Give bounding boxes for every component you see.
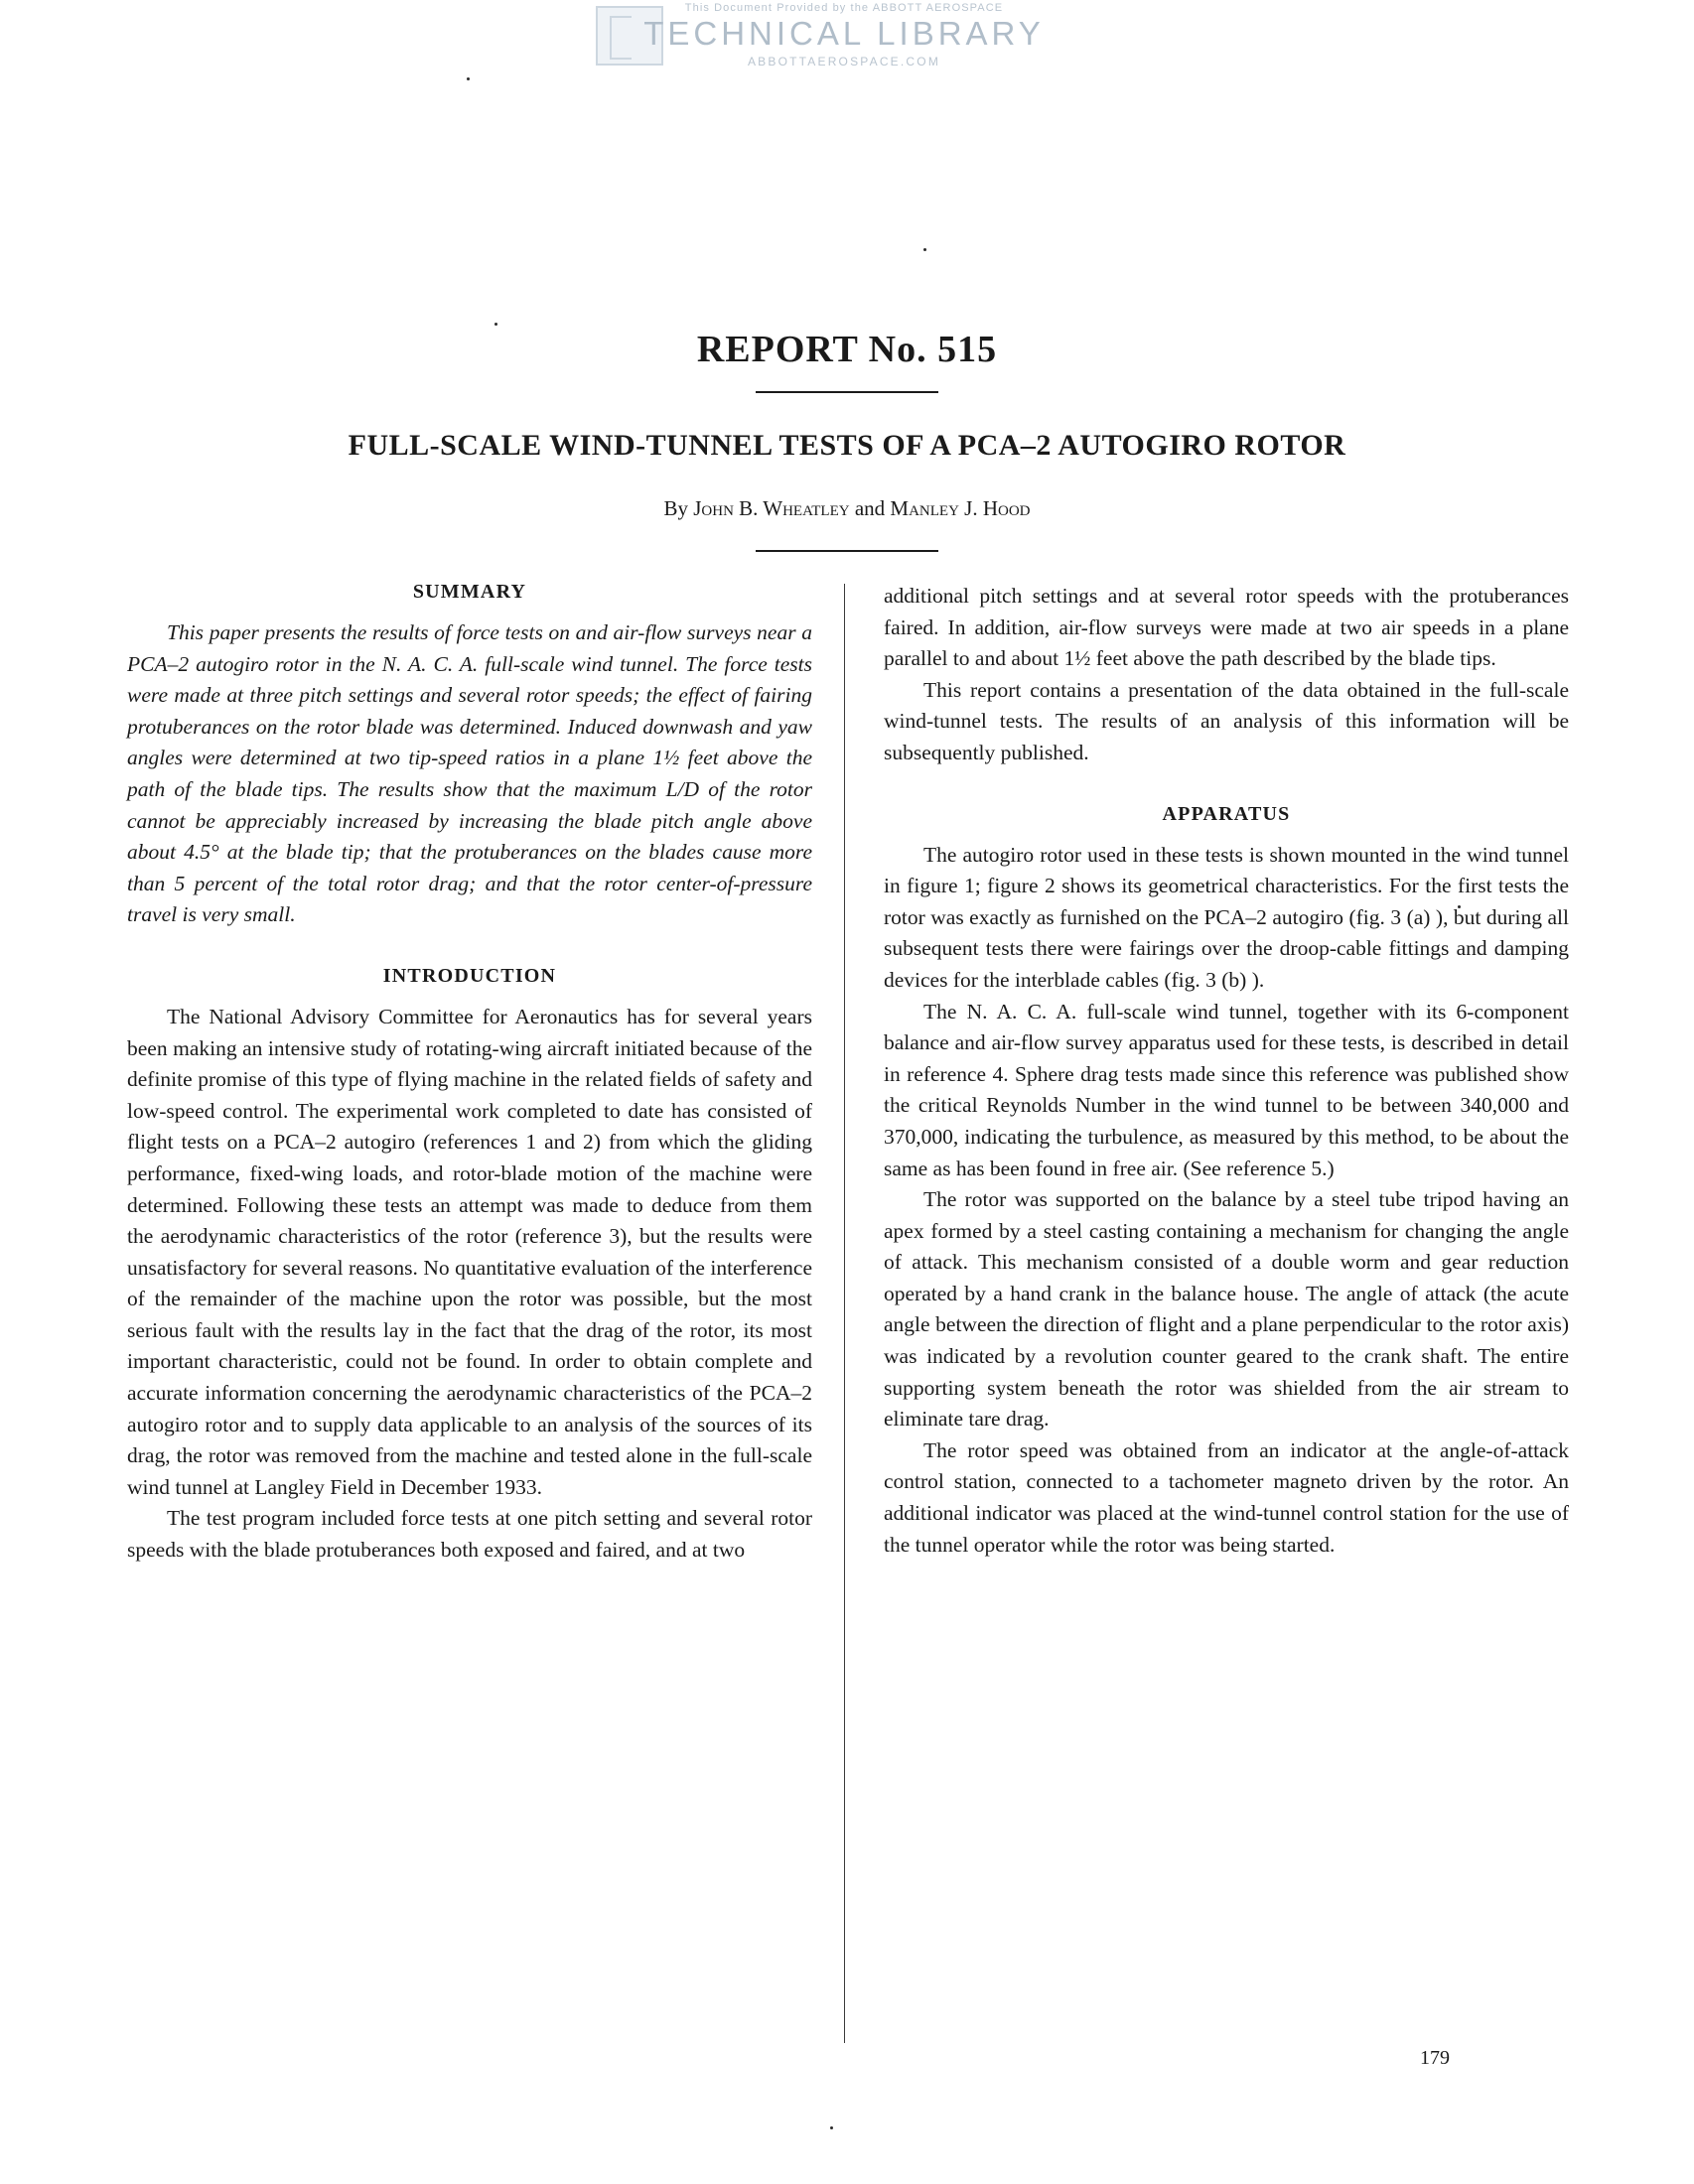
introduction-heading: INTRODUCTION (382, 964, 557, 987)
right-column (884, 581, 1569, 2045)
print-speck (830, 2126, 833, 2129)
byline-prefix: By (663, 496, 694, 520)
print-speck (923, 248, 926, 251)
summary-paragraph: This paper presents the results of force tests on and air-flow surveys near a PCA–2 autogiro rotor in the N. A. C. A. full-scale wind tunnel. The force tests were made at three pitch settings and several rotor speeds; the effect of fairing protuberances on the rotor blade was determined. Induced downwash and yaw angles were determined at two tip-speed ratios in a plane 1½ feet above the path of the blade tips. The results show that the maximum L/D of the rotor cannot be appreciably increased by increasing the blade pitch angle above about 4.5° at the blade tip; that the protuberances on the blades cause more than 5 percent of the total rotor drag; and that the rotor center-of-pressure travel is very small. (127, 620, 812, 927)
author-name-2: Manley J. Hood (890, 496, 1031, 520)
byline (0, 496, 1694, 521)
intro-paragraph-1: The National Advisory Committee for Aeronautics has for several years been making an intensive study of rotating-wing aircraft initiated because of the definite promise of this type of flying machine in the related fields of safety and low-speed control. The experimental work completed to date has consisted of flight tests on a PCA–2 autogiro (references 1 and 2) from which the gliding performance, fixed-wing loads, and rotor-blade motion of the machine were determined. Following these tests an attempt was made to deduce from them the aerodynamic characteristics of the rotor (reference 3), but the results were unsatisfactory for several reasons. No quantitative evaluation of the interference of the remainder of the machine upon the rotor was possible, but the most serious fault with the results lay in the fact that the drag of the rotor, its most important characteristic, could not be found. In order to obtain complete and accurate information concerning the aerodynamic characteristics of the PCA–2 autogiro rotor and to supply data applicable to an analysis of the sources of its drag, the rotor was removed from the machine and tested alone in the full-scale wind tunnel at Langley Field in December 1933. (127, 1004, 812, 1499)
intro-paragraph-3: additional pitch settings and at several rotor speeds with the protuberances faired. In addition, air-flow surveys were made at two air speeds in a plane parallel to and about 1½ feet above the path described by the blade tips. (884, 584, 1569, 671)
apparatus-paragraph-4: The rotor speed was obtained from an indicator at the angle-of-attack control station, connected to a tachometer magneto driven by the rotor. An additional indicator was placed at the wind-tunnel control station for the use of the tunnel operator while the rotor was being started. (884, 1437, 1569, 1557)
apparatus-heading: APPARATUS (1162, 802, 1291, 825)
summary-heading: SUMMARY (412, 581, 527, 603)
apparatus-paragraph-2: The N. A. C. A. full-scale wind tunnel, together with its 6-component balance and air-flow survey apparatus used for these tests, is described in detail in reference 4. Sphere drag tests made since this reference was published show the critical Reynolds Number in the wind tunnel to be between 340,000 and 370,000, indicating the turbulence, as measured by this method, to be about the same as has been found in free air. (See reference 5.) (884, 999, 1569, 1180)
author-name-1: John B. Wheatley (693, 496, 850, 520)
apparatus-paragraph-3: The rotor was supported on the balance by a steel tube tripod having an apex formed by a steel casting containing a mechanism for changing the angle of attack. This mechanism consisted of a double worm and gear reduction operated by a hand crank in the balance house. The angle of attack (the acute angle between the direction of flight and a plane perpendicular to the rotor axis) was indicated by a revolution counter geared to the crank shaft. The entire supporting system beneath the rotor was shielded from the air stream to eliminate tare drag. (884, 1187, 1569, 1432)
page-number: 179 (1420, 2047, 1450, 2069)
watermark-line-1: This Document Provided by the ABBOTT AEROSPACE (684, 2, 1004, 14)
left-column (127, 581, 812, 2045)
intro-paragraph-4: This report contains a presentation of the data obtained in the full-scale wind-tunnel tests. The results of an analysis of this information will be subsequently published. (884, 677, 1569, 764)
watermark-line-3: ABBOTTAEROSPACE.COM (747, 55, 941, 68)
apparatus-paragraph-1: The autogiro rotor used in these tests is shown mounted in the wind tunnel in figure 1; figure 2 shows its geometrical characteristics. For the first tests the rotor was exactly as furnished on the PCA–2 autogiro (fig. 3 (a) ), but during all subsequent tests there were fairings over the droop-cable fittings and damping devices for the interblade cables (fig. 3 (b) ). (884, 842, 1569, 992)
page-title: FULL-SCALE WIND-TUNNEL TESTS OF A PCA–2 AUTOGIRO ROTOR (348, 429, 1346, 462)
article-body (127, 581, 1569, 2045)
report-number: REPORT No. 515 (696, 329, 998, 370)
byline-conjunction: and (849, 496, 891, 520)
watermark-banner (0, 0, 1694, 79)
print-speck (494, 323, 497, 326)
print-speck (467, 77, 470, 80)
divider-rule-top (756, 391, 938, 393)
divider-rule-byline (756, 550, 938, 552)
intro-paragraph-2: The test program included force tests at one pitch setting and several rotor speeds with the blade protuberances both exposed and faired, and at two (127, 1506, 812, 1563)
watermark-line-2: TECHNICAL LIBRARY (643, 15, 1045, 52)
